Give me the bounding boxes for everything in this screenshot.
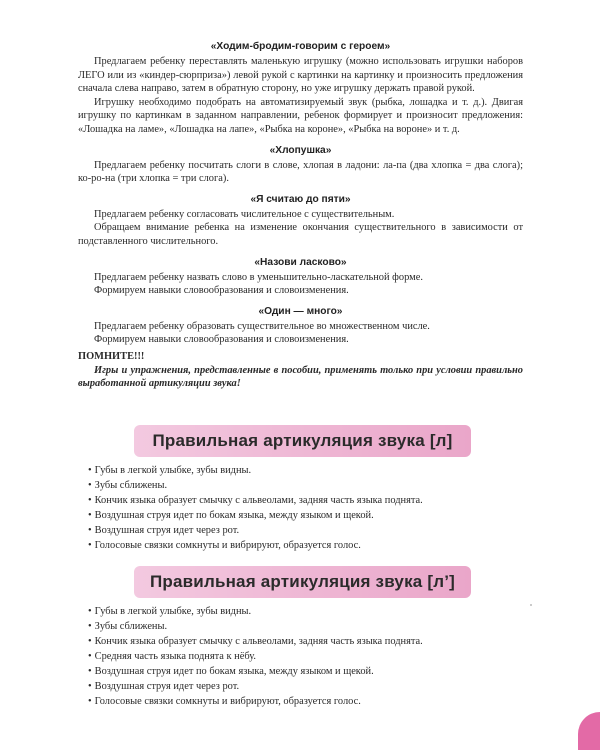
exercise-title: «Ходим-бродим-говорим с героем»	[210, 41, 391, 52]
articulation-l-banner	[134, 425, 471, 457]
exercise-paragraph: Формируем навыки словообразования и словоизменения.	[94, 285, 349, 297]
exercise-paragraph: Предлагаем ребенку образовать существительное во множественном числе.	[94, 320, 430, 332]
articulation-l-list	[88, 463, 528, 553]
articulation-l-soft-title: Правильная артикуляция звука [л’]	[149, 572, 456, 591]
list-item: • Кончик языка образует смычку с альвеолами, задняя часть языка поднята.	[88, 493, 528, 508]
exercise-paragraph: Предлагаем ребенку согласовать числительное с существительным.	[94, 208, 395, 220]
list-item: • Голосовые связки сомкнуты и вибрируют, образуется голос.	[88, 694, 528, 709]
list-item: • Голосовые связки сомкнуты и вибрируют, образуется голос.	[88, 538, 528, 553]
exercise-paragraph: Формируем навыки словообразования и словоизменения.	[94, 334, 349, 346]
articulation-l-soft-banner	[134, 566, 471, 598]
exercise-paragraph: Предлагаем ребенку посчитать слоги в слове, хлопая в ладони: ла-па (два хлопка = два слога); ко-ро-на (три хлопка = три слога).	[78, 159, 523, 185]
list-item: • Воздушная струя идет через рот.	[88, 679, 528, 694]
exercises-section	[78, 40, 523, 391]
list-item: • Кончик языка образует смычку с альвеолами, задняя часть языка поднята.	[88, 634, 528, 649]
list-item: • Зубы сближены.	[88, 619, 528, 634]
articulation-l-soft-list	[88, 604, 528, 709]
list-item: • Губы в легкой улыбке, зубы видны.	[88, 604, 528, 619]
exercise-paragraph: Обращаем внимание ребенка на изменение окончания существительного в зависимости от подставленного числительного.	[78, 222, 523, 247]
exercise-title: «Назови ласково»	[254, 256, 347, 268]
articulation-l-title: Правильная артикуляция звука [л]	[152, 431, 453, 450]
remember-heading: ПОМНИТЕ!!!	[78, 350, 145, 362]
exercise-title: «Один — много»	[258, 305, 343, 317]
list-item: • Воздушная струя идет по бокам языка, между языком и щекой.	[88, 664, 528, 679]
exercise-title: «Хлопушка»	[269, 144, 332, 156]
list-item: • Зубы сближены.	[88, 478, 528, 493]
exercise-paragraph: Предлагаем ребенку переставлять маленькую игрушку (можно использовать игрушки наборов ЛЕГО или из «киндер-сюрприза») левой рукой с картинки на картинку и произносить предложения сначала слева направо, затем в обратную сторону, но уже игрушку держать правой рукой.	[78, 56, 523, 95]
list-item: • Средняя часть языка поднята к нёбу.	[88, 649, 528, 664]
list-item: • Воздушная струя идет по бокам языка, между языком и щекой.	[88, 508, 528, 523]
page-corner-tab	[578, 712, 600, 750]
exercise-paragraph: Игрушку необходимо подобрать на автоматизируемый звук (рыбка, лошадка и т. д.). Двигая игрушку по картинкам в заданном направлении, ребенок формирует и произносит предложения: «Лошадка на ламе», «Лошадка на лапе», «Рыбка на короне», «Рыбка на вороне» и т. д.	[78, 96, 523, 135]
speck-dot	[530, 604, 532, 606]
list-item: • Воздушная струя идет через рот.	[88, 523, 528, 538]
remember-text: Игры и упражнения, представленные в пособии, применять только при условии правильно выработанной артикуляции звука!	[78, 364, 523, 390]
exercise-paragraph: Предлагаем ребенку назвать слово в уменьшительно-ласкательной форме.	[94, 271, 423, 283]
list-item: • Губы в легкой улыбке, зубы видны.	[88, 463, 528, 478]
exercise-title: «Я считаю до пяти»	[250, 193, 351, 205]
